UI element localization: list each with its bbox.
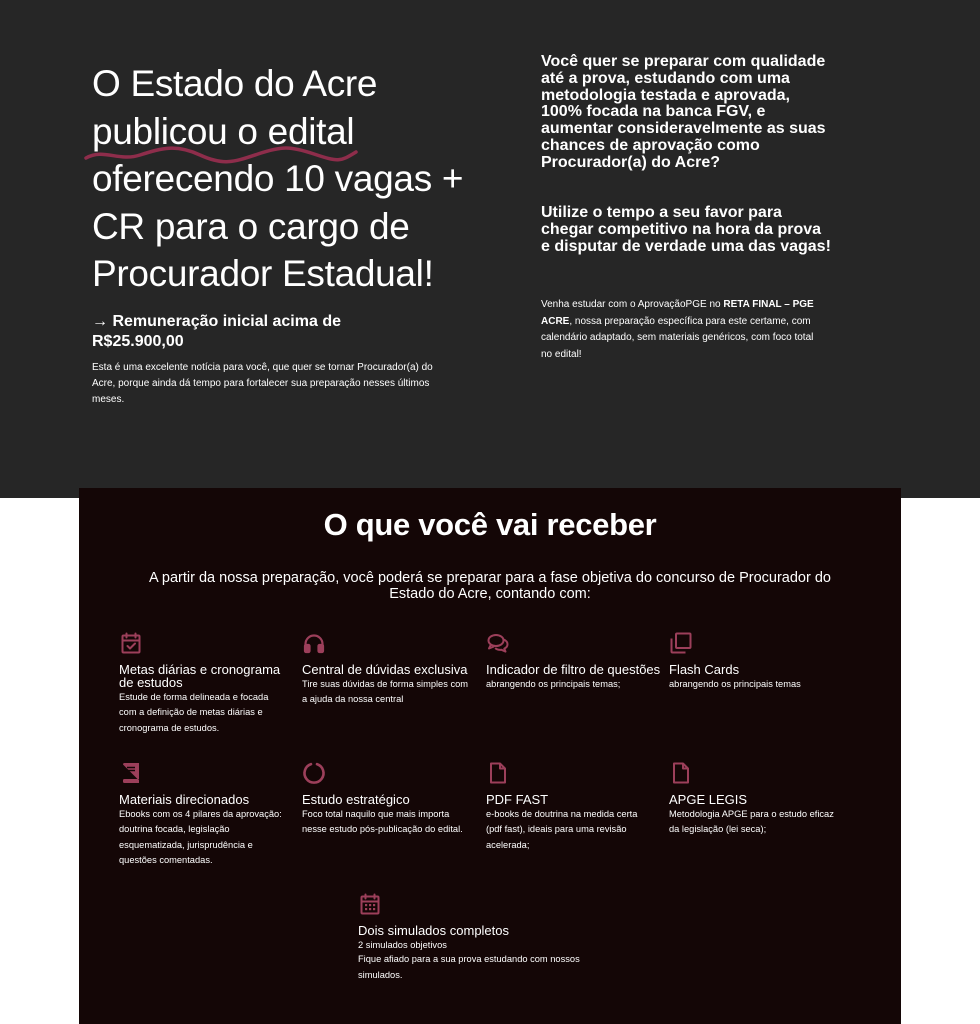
squiggle-underline (84, 140, 359, 168)
book-icon (119, 761, 143, 785)
feature-filtro (486, 631, 661, 692)
file-icon (486, 761, 510, 785)
feature-pdf-fast (486, 761, 654, 853)
feature-title: APGE LEGIS (669, 792, 748, 807)
calendar-check-icon (119, 631, 143, 655)
feature-title: PDF FAST (486, 792, 549, 807)
feature-title: Central de dúvidas exclusiva (302, 662, 468, 677)
panel-title: O que você vai receber (323, 507, 657, 542)
feature-apge-legis (669, 761, 841, 838)
feature-title: Flash Cards (669, 662, 740, 677)
feature-desc: Estude de forma delineada e focada com a definição de metas diárias e cronograma de estudos. (119, 692, 269, 733)
feature-desc-2: Fique afiado para a sua prova estudando com nossos simulados. (358, 954, 580, 980)
headphones-icon (302, 631, 326, 655)
feature-desc: Tire suas dúvidas de forma simples com a ajuda da nossa central (302, 679, 469, 705)
course-name: RETA FINAL – PGE ACRE (541, 299, 814, 327)
hero-title-rest: oferecendo 10 vagas + CR para o cargo de Procurador Estadual! (92, 158, 464, 294)
feature-desc: Ebooks com os 4 pilares da aprovação: doutrina focada, legislação esquematizada, jurisprudência e questões comentadas. (119, 809, 282, 865)
feature-materiais (119, 761, 287, 868)
invite-paragraph (541, 297, 821, 363)
circle-notch-icon (302, 761, 326, 785)
hero-note: Esta é uma excelente notícia para você, que quer se tornar Procurador(a) do Acre, porque ainda dá tempo para fortalecer sua preparação nesses últimos meses. (92, 362, 433, 405)
feature-desc: Foco total naquilo que mais importa nesse estudo pós-publicação do edital. (302, 809, 463, 835)
feature-estrategico (302, 761, 470, 838)
lead-paragraph: Você quer se preparar com qualidade até a prova, estudando com uma metodologia testada e aprovada, 100% focada na banca FGV, e aumentar consideravelmente as suas chances de aprovação como Procurador(a) do Acre? (541, 53, 826, 171)
feature-flashcards (669, 631, 841, 692)
panel-intro: A partir da nossa preparação, você poderá se preparar para a fase objetiva do concurso de Procurador do Estado do Acre, contando com: (149, 570, 831, 602)
feature-simulados (358, 892, 588, 983)
feature-desc: abrangendo os principais temas (669, 679, 801, 689)
feature-title: Indicador de filtro de questões (486, 662, 661, 677)
feature-title: Metas diárias e cronograma de estudos (119, 662, 281, 690)
hero-title-highlight (92, 108, 354, 156)
feature-metas (119, 631, 287, 736)
invite-text: Venha estudar com o AprovaçãoPGE no (541, 299, 724, 310)
feature-desc: e-books de doutrina na medida certa (pdf fast), ideais para uma revisão acelerada; (486, 809, 638, 850)
hero-title (92, 60, 512, 298)
feature-title: Materiais direcionados (119, 792, 250, 807)
salary-info: → Remuneração inicial acima de R$25.900,00 (92, 313, 341, 350)
feature-desc: Metodologia APGE para o estudo eficaz da legislação (lei seca); (669, 809, 834, 835)
feature-desc: 2 simulados objetivos (358, 940, 447, 950)
file-icon (669, 761, 693, 785)
chat-bubbles-icon (486, 631, 510, 655)
cards-icon (669, 631, 693, 655)
invite-text-end: , nossa preparação específica para este certame, com calendário adaptado, sem materiais genéricos, com foco total no edital! (541, 315, 814, 360)
feature-title: Dois simulados completos (358, 923, 510, 938)
feature-desc: abrangendo os principais temas; (486, 679, 621, 689)
hero-title-line1: O Estado do Acre (92, 63, 378, 104)
calendar-grid-icon (358, 892, 382, 916)
feature-title: Estudo estratégico (302, 792, 410, 807)
feature-duvidas (302, 631, 474, 708)
hero-title-line2: publicou o edital (92, 110, 355, 152)
lead-paragraph-2: Utilize o tempo a seu favor para chegar competitivo na hora da prova e disputar de verdade uma das vagas! (541, 204, 831, 255)
